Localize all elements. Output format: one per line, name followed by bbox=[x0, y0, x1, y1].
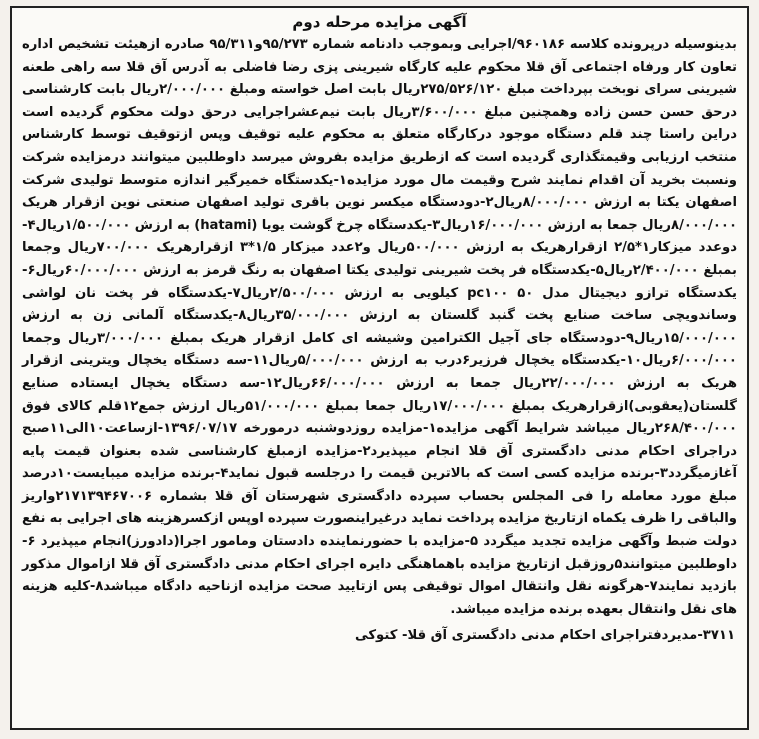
notice-signature: ۳۷۱۱-مدیردفتراجرای احکام مدنی دادگستری آق قلا- کتوکی bbox=[355, 628, 735, 644]
notice-title: آگهی مزایده مرحله دوم bbox=[292, 13, 467, 31]
newspaper-notice bbox=[10, 6, 749, 730]
notice-body: بدینوسیله درپرونده کلاسه ۹۶۰۱۸۶/اجرایی وبموجب دادنامه شماره ۹۵/۲۷۳و۹۵/۳۱۱ صادره ازهیئت تشخیص اداره تعاون کار ورفاه اجتماعی آق قلا محکوم علیه کارگاه شیرینی پزی رضا فاضلی به آدرس آق قلا سه راهی طعنه شیرینی سرای نوبخت بپرداخت مبلغ ۲۷۵/۵۲۶/۱۲۰ریال بابت اصل خواسته ومبلغ ۲/۰۰۰/۰۰۰ریال بابت کارشناسی درحق حسن حسن زاده وهمچنین مبلغ ۳/۶۰۰/۰۰۰ریال بابت نیم‌عشراجرایی درحق دولت محکوم گردیده است دراین راستا چند قلم دستگاه موجود درکارگاه متعلق به محکوم علیه توقیف وپس ازتوقیف توسط کارشناس منتخب ارزیابی وقیمتگذاری گردیده است که ازطریق مزایده بفروش میرسد داوطلبین میتوانند درمزایده شرکت ونسبت بخرید آن اقدام نمایند شرح وقیمت مال مورد مزایده۱-یکدستگاه خمیرگیر اندازه متوسط تولیدی شرکت اصفهان یکتا به ارزش ۸/۰۰۰/۰۰۰ریال۲-دودستگاه میکسر نوین باقری تولید اصفهان صنعتی نوین ازقرار هریک ۸/۰۰۰/۰۰۰ریال جمعا به ارزش ۱۶/۰۰۰/۰۰۰ریال۳-یکدستگاه چرخ گوشت یویا (hatami) به ارزش ۱/۵۰۰/۰۰۰ریال۴-دوعدد میزکار۱*۲/۵ ازقرارهریک به ارزش ۵۰۰/۰۰۰ریال و۲عدد میزکار ۱/۵*۳ ازقرارهریک ۷۰۰/۰۰۰ریال وجمعا بمبلغ ۲/۴۰۰/۰۰۰ریال۵-یکدستگاه فر پخت شیرینی تولیدی یکتا اصفهان به رنگ قرمز به ارزش ۶۰/۰۰۰/۰۰۰ریال۶-یکدستگاه ترازو دیجیتال مدل ۵۰ pc۱۰۰ کیلویی به ارزش ۲/۵۰۰/۰۰۰ریال۷-یکدستگاه فر پخت نان لواشی وساندویچی ساخت صنایع پخت گنبد گلستان به ارزش ۳۵/۰۰۰/۰۰۰ریال۸-یکدستگاه آلمانی زن به ارزش ۱۵/۰۰۰/۰۰۰ریال۹-دودستگاه جای آجیل الکترامین وشیشه ای کامل ازقرار هریک بمبلغ ۳/۰۰۰/۰۰۰ریال وجمعا ۶/۰۰۰/۰۰۰ریال۱۰-یکدستگاه یخچال فرزیر۶درب به ارزش ۵/۰۰۰/۰۰۰ریال۱۱-سه دستگاه یخچال ویترینی ازقرار هریک به ارزش ۲۲/۰۰۰/۰۰۰ریال جمعا به ارزش ۶۶/۰۰۰/۰۰۰ریال۱۲-سه دستگاه یخچال ایستاده صنایع گلستان(یعقوبی)ازقرارهریک بمبلغ ۱۷/۰۰۰/۰۰۰ریال جمعا بمبلغ ۵۱/۰۰۰/۰۰۰ریال ارزش جمع۱۲قلم کالای فوق ۲۶۸/۴۰۰/۰۰۰ریال میباشد شرایط آگهی مزایده۱-مزایده روزدوشنبه درمورخه ۱۳۹۶/۰۷/۱۷-ازساعت۱۰الی۱۱صبح دراجرای احکام مدنی دادگستری آق قلا انجام میپذیرد۲-مزایده ازمبلغ کارشناسی شده بعنوان قیمت پایه آغازمیگردد۳-برنده مزایده کسی است که بالاترین قیمت را درجلسه قبول نماید۴-برنده مزایده میبایست۱۰درصد مبلغ مورد معامله را فی المجلس بحساب سپرده دادگستری شهرستان آق قلا بشماره ۲۱۷۱۳۹۴۶۷۰۰۶واریز والباقی را ظرف یکماه ازتاریخ مزایده پرداخت نماید درغیراینصورت سپرده اوپس ازکسرهزینه های اجرایی به نفع دولت ضبط وآگهی مزایده تجدید میگردد ۵-مزایده با حضورنماینده دادستان ومامور اجرا(دادورز)انجام میپذیرد ۶-داوطلبین میتوانند۵روزقبل ازتاریخ مزایده باهماهنگی دایره اجرای احکام مدنی دادگستری آق قلا ازاموال مذکور بازدید نمایند۷-هرگونه نقل وانتقال اموال توقیفی پس ازتایید صحت مزایده ازناحیه دادگاه میباشد۸-کلیه هزینه های نقل وانتقال بعهده برنده مزایده میباشد. bbox=[22, 37, 738, 617]
